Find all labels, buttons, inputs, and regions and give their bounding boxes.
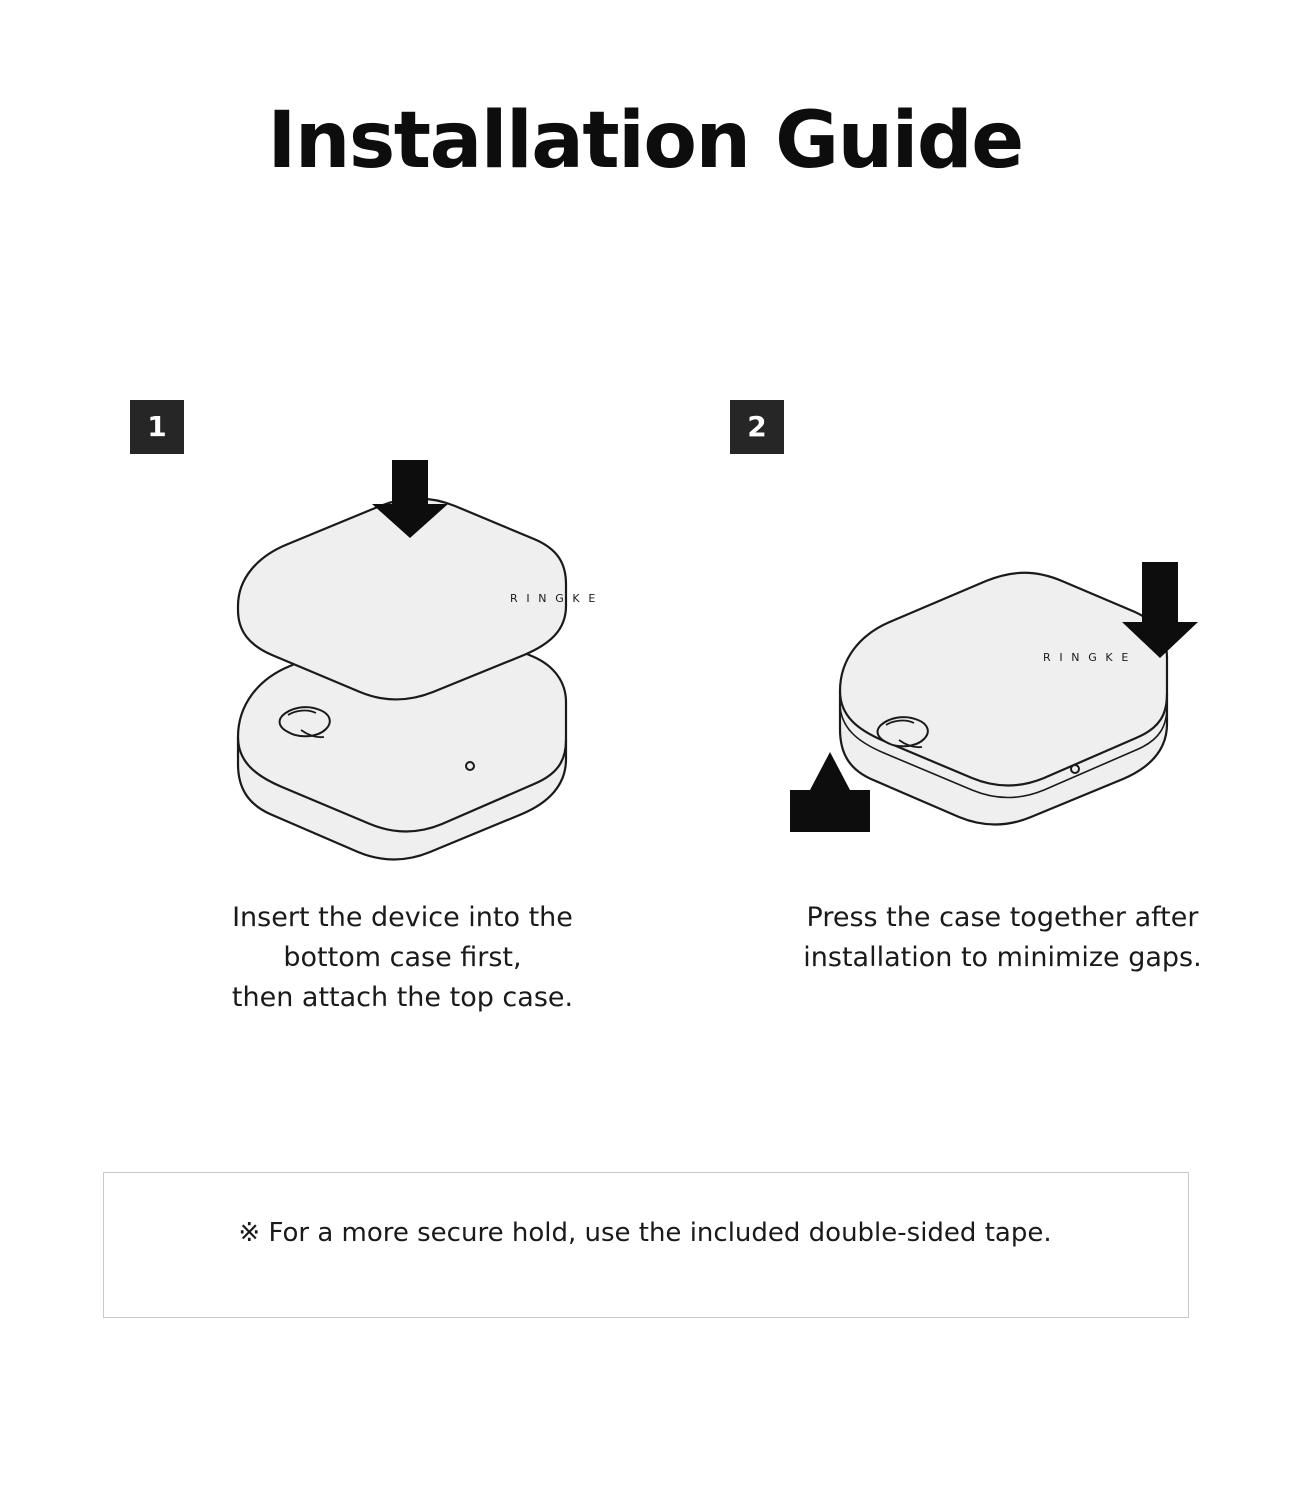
step-1-caption-line-3: then attach the top case.	[231, 981, 574, 1013]
step-1-caption-line-1: Insert the device into the	[232, 902, 573, 933]
step-2-caption-line-2: installation to minimize gaps.	[803, 941, 1202, 973]
step-1-caption	[130, 898, 675, 1018]
step-2-badge: 2	[730, 400, 784, 454]
step-2-caption	[730, 898, 1275, 978]
step-2	[730, 400, 1275, 1018]
step-1-caption-line-2: bottom case first,	[283, 941, 522, 973]
closed-case-shape	[840, 573, 1167, 825]
step-1-illustration	[130, 454, 675, 884]
step-1-badge: 1	[130, 400, 184, 454]
brand-logo-step-1: R I N G K E	[510, 592, 598, 605]
steps-container	[0, 400, 1290, 1018]
step-2-caption-line-1: Press the case together after	[806, 902, 1199, 933]
note-text: ※ For a more secure hold, use the included double-sided tape.	[238, 1218, 1052, 1248]
page-title: Installation Guide	[267, 96, 1023, 186]
brand-logo-step-2: R I N G K E	[1043, 651, 1131, 664]
step-2-illustration	[730, 454, 1275, 884]
step-1	[130, 400, 675, 1018]
